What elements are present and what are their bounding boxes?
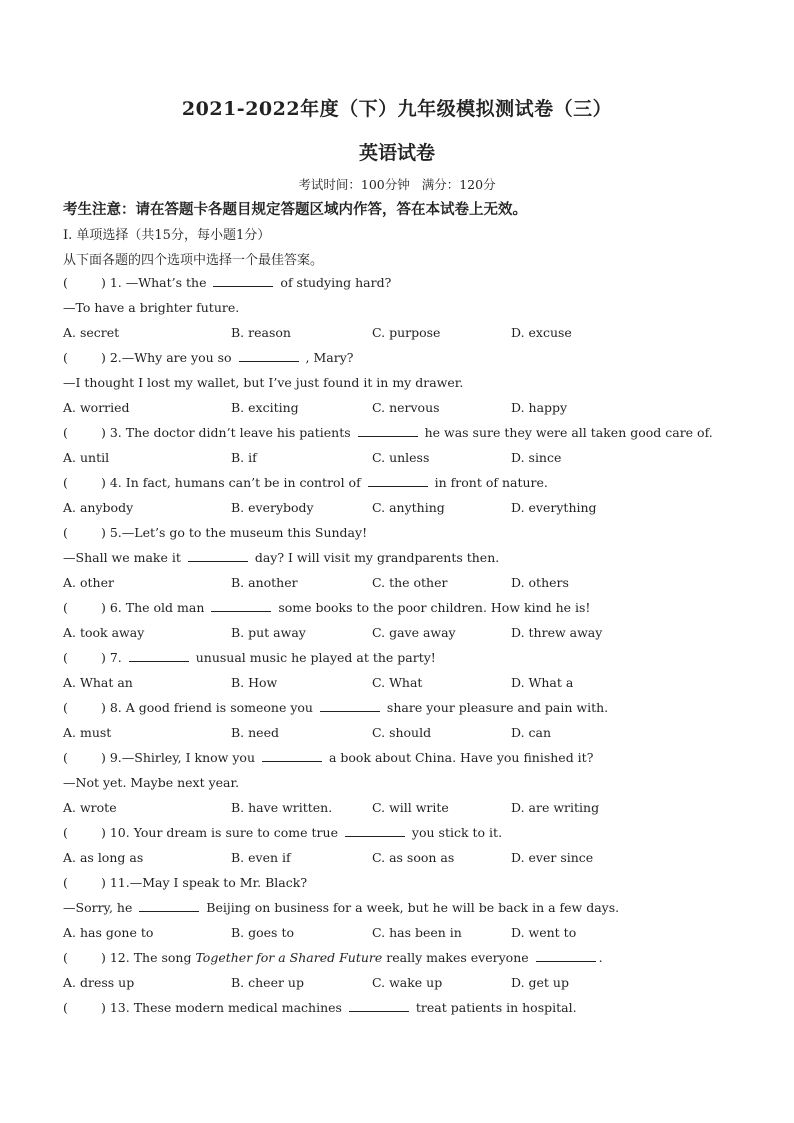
dialogue-reply (63, 550, 499, 565)
option-b: B. exciting (231, 400, 299, 415)
option-row (63, 500, 743, 518)
page-title: 2021-2022年度（下）九年级模拟测试卷（三） (181, 98, 613, 120)
option-c: C. unless (372, 450, 430, 465)
option-c: C. the other (372, 575, 448, 590)
answer-bracket: ( (63, 525, 68, 540)
answer-blank (188, 550, 248, 562)
reply-text: —Shall we make it (63, 550, 185, 565)
option-a: A. until (63, 450, 110, 465)
reply-text: day? I will visit my grandparents then. (250, 550, 500, 565)
question-text: 3. The doctor didn’t leave his patients (109, 425, 355, 440)
question-text: share your pleasure and pain with. (382, 700, 609, 715)
answer-bracket-close: ) (101, 475, 110, 490)
answer-blank (345, 825, 405, 837)
answer-blank (129, 650, 189, 662)
option-a: A. took away (63, 625, 145, 640)
option-row (63, 925, 743, 943)
option-b: B. another (231, 575, 298, 590)
answer-blank (213, 275, 273, 287)
dialogue-reply (63, 900, 619, 915)
option-a: A. secret (63, 325, 120, 340)
option-d: D. happy (511, 400, 568, 415)
exam-score: 满分：120分 (421, 177, 496, 192)
answer-blank (536, 950, 596, 962)
question-text: a book about China. Have you finished it? (324, 750, 594, 765)
answer-bracket: ( (63, 650, 68, 665)
question-text: 10. Your dream is sure to come true (109, 825, 342, 840)
question-text: . (598, 950, 603, 965)
question-text: really makes everyone (386, 950, 533, 965)
dialogue-reply: —I thought I lost my wallet, but I’ve just found it in my drawer. (63, 375, 464, 390)
option-b: B. put away (231, 625, 306, 640)
question-text: 9.—Shirley, I know you (109, 750, 259, 765)
answer-blank (139, 900, 199, 912)
exam-meta (0, 175, 794, 193)
reply-text: Beijing on business for a week, but he will be back in a few days. (202, 900, 620, 915)
question-text: unusual music he played at the party! (191, 650, 436, 665)
answer-bracket-close: ) (101, 600, 110, 615)
question-stem (63, 825, 502, 840)
option-d: D. ever since (511, 850, 594, 865)
notice: 考生注意：请在答题卡各题目规定答题区域内作答，答在本试卷上无效。 (63, 201, 527, 218)
answer-bracket: ( (63, 1000, 68, 1015)
question-text: 5.—Let’s go to the museum this Sunday! (109, 525, 368, 540)
option-row (63, 450, 743, 468)
option-a: A. wrote (63, 800, 117, 815)
song-title: Together for a Shared Future (195, 950, 383, 965)
answer-bracket-close: ) (101, 875, 110, 890)
option-c: C. What (372, 675, 423, 690)
answer-blank (349, 1000, 409, 1012)
question-stem (63, 950, 603, 965)
question-text: 8. A good friend is someone you (109, 700, 317, 715)
answer-bracket-close: ) (101, 700, 110, 715)
answer-bracket-close: ) (101, 650, 110, 665)
answer-bracket: ( (63, 750, 68, 765)
option-a: A. other (63, 575, 114, 590)
answer-bracket-close: ) (101, 750, 110, 765)
question-stem (63, 275, 391, 290)
answer-blank (320, 700, 380, 712)
answer-bracket-close: ) (101, 825, 110, 840)
question-text: 11.—May I speak to Mr. Black? (109, 875, 308, 890)
question-stem (63, 600, 590, 615)
option-c: C. wake up (372, 975, 443, 990)
answer-bracket: ( (63, 875, 68, 890)
question-stem (63, 875, 307, 890)
option-a: A. dress up (63, 975, 135, 990)
answer-bracket: ( (63, 350, 68, 365)
question-text: of studying hard? (276, 275, 392, 290)
question-text: , Mary? (301, 350, 354, 365)
answer-bracket-close: ) (101, 425, 110, 440)
option-d: D. are writing (511, 800, 600, 815)
option-d: D. since (511, 450, 562, 465)
question-stem (63, 650, 436, 665)
option-a: A. What an (63, 675, 133, 690)
question-text: he was sure they were all taken good care of. (420, 425, 713, 440)
option-a: A. as long as (63, 850, 144, 865)
page-subtitle: 英语试卷 (358, 142, 435, 164)
option-b: B. have written. (231, 800, 333, 815)
exam-time: 考试时间：100分钟 (298, 177, 410, 192)
option-d: D. went to (511, 925, 577, 940)
question-text: 1. —What’s the (109, 275, 211, 290)
question-stem (63, 475, 548, 490)
question-stem (63, 525, 367, 540)
option-b: B. reason (231, 325, 291, 340)
question-text: 12. The song (109, 950, 196, 965)
option-c: C. nervous (372, 400, 440, 415)
option-c: C. will write (372, 800, 449, 815)
option-d: D. everything (511, 500, 597, 515)
answer-bracket-close: ) (101, 1000, 110, 1015)
answer-bracket: ( (63, 600, 68, 615)
answer-bracket: ( (63, 825, 68, 840)
option-a: A. must (63, 725, 112, 740)
option-row (63, 800, 743, 818)
question-stem (63, 350, 353, 365)
option-d: D. excuse (511, 325, 572, 340)
option-b: B. everybody (231, 500, 314, 515)
answer-blank (239, 350, 299, 362)
dialogue-reply: —To have a brighter future. (63, 300, 240, 315)
option-c: C. anything (372, 500, 445, 515)
option-c: C. should (372, 725, 432, 740)
option-row (63, 850, 743, 868)
option-b: B. goes to (231, 925, 294, 940)
question-text: you stick to it. (407, 825, 503, 840)
answer-blank (262, 750, 322, 762)
answer-bracket: ( (63, 475, 68, 490)
option-c: C. gave away (372, 625, 456, 640)
answer-bracket: ( (63, 700, 68, 715)
question-text: 2.—Why are you so (109, 350, 236, 365)
answer-bracket-close: ) (101, 525, 110, 540)
option-d: D. others (511, 575, 569, 590)
answer-bracket: ( (63, 425, 68, 440)
question-stem (63, 1000, 577, 1015)
question-text: treat patients in hospital. (411, 1000, 577, 1015)
option-d: D. can (511, 725, 552, 740)
option-row (63, 625, 743, 643)
option-c: C. purpose (372, 325, 441, 340)
reply-text: —Sorry, he (63, 900, 137, 915)
answer-blank (211, 600, 271, 612)
section-instruction: 从下面各题的四个选项中选择一个最佳答案。 (63, 253, 324, 268)
option-b: B. need (231, 725, 279, 740)
answer-bracket-close: ) (101, 950, 110, 965)
answer-bracket-close: ) (101, 275, 110, 290)
answer-bracket: ( (63, 275, 68, 290)
option-row (63, 675, 743, 693)
question-stem (63, 700, 608, 715)
option-row (63, 975, 743, 993)
option-b: B. cheer up (231, 975, 304, 990)
option-c: C. as soon as (372, 850, 455, 865)
option-b: B. How (231, 675, 278, 690)
question-text: 4. In fact, humans can’t be in control of (109, 475, 365, 490)
question-text: 7. (109, 650, 126, 665)
question-stem (63, 425, 713, 440)
option-a: A. worried (63, 400, 130, 415)
question-text: in front of nature. (430, 475, 548, 490)
section-heading: I. 单项选择（共15分，每小题1分） (63, 228, 271, 243)
option-a: A. anybody (63, 500, 134, 515)
option-d: D. What a (511, 675, 574, 690)
option-b: B. if (231, 450, 257, 465)
answer-blank (358, 425, 418, 437)
option-d: D. get up (511, 975, 569, 990)
option-c: C. has been in (372, 925, 462, 940)
option-a: A. has gone to (63, 925, 154, 940)
option-row (63, 400, 743, 418)
option-d: D. threw away (511, 625, 603, 640)
option-b: B. even if (231, 850, 291, 865)
answer-bracket-close: ) (101, 350, 110, 365)
answer-bracket: ( (63, 950, 68, 965)
answer-blank (368, 475, 428, 487)
question-stem (63, 750, 593, 765)
option-row (63, 725, 743, 743)
question-text: 6. The old man (109, 600, 209, 615)
option-row (63, 325, 743, 343)
question-text: 13. These modern medical machines (109, 1000, 346, 1015)
question-text: some books to the poor children. How kind he is! (274, 600, 591, 615)
option-row (63, 575, 743, 593)
dialogue-reply: —Not yet. Maybe next year. (63, 775, 240, 790)
